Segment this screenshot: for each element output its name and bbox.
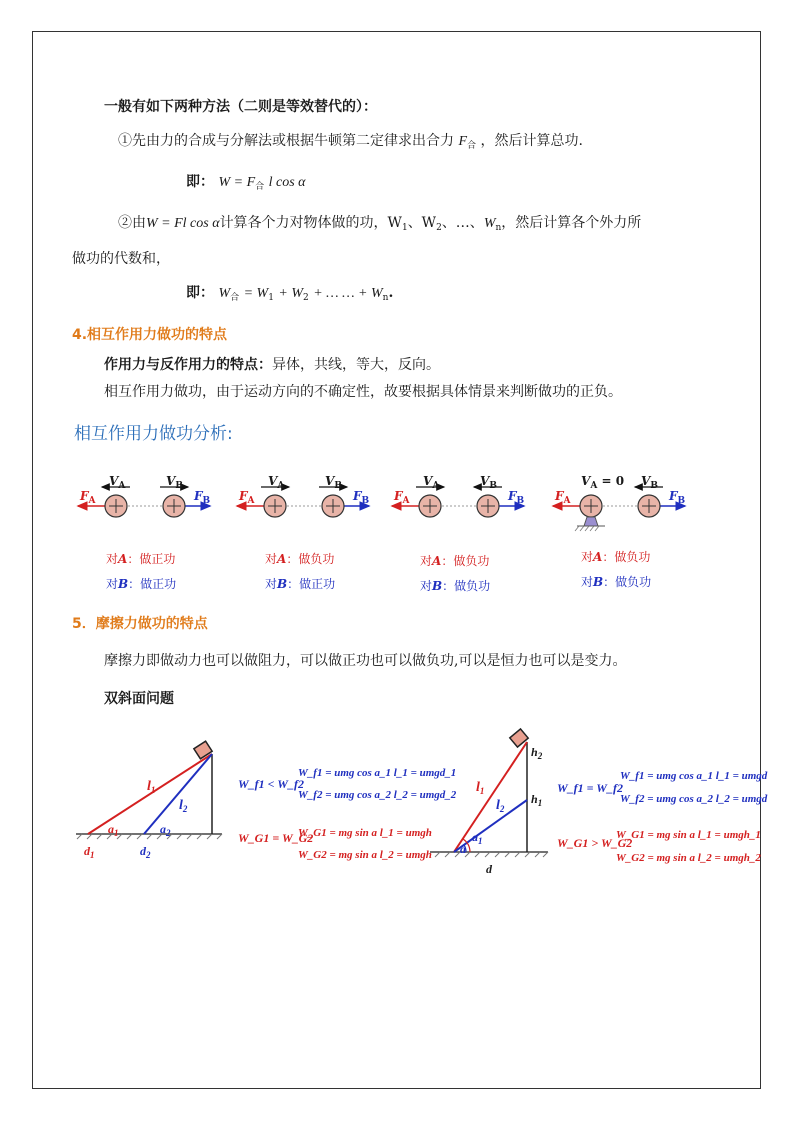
right-g-compare: W_G1 > W_G2 <box>557 836 633 850</box>
method-2: ②由W = Fl cos α计算各个力对物体做的功，$W_1$、$W_2$、…、$W_n$，然后计算各个外力所 <box>118 215 642 233</box>
velocity-a-label: $V_A$ <box>268 474 285 491</box>
double-incline-title: 双斜面问题 <box>104 691 174 707</box>
section-5-heading: 5．摩擦力做功的特点 <box>72 616 208 632</box>
force-a-label: $F_A$ <box>80 489 96 506</box>
equation-2: 即： $W_合 = W_1 + W_2$ + … … + $W_n$. <box>186 285 394 303</box>
left-l1: $l_1$ <box>147 779 156 795</box>
methods-intro: 一般有如下两种方法（二则是等效替代的）： <box>104 99 377 115</box>
result-a: 对A：做正功 <box>106 552 176 566</box>
velocity-b-label: $V_B$ <box>166 474 183 491</box>
velocity-b-label: $V_B$ <box>480 474 497 491</box>
right-f-eq1: W_f1 = umg cos a_1 l_1 = umgd <box>620 770 768 782</box>
right-h1: $h_1$ <box>531 792 543 808</box>
right-l1: $l_1$ <box>476 780 485 796</box>
analysis-title: 相互作用力做功分析: <box>74 424 233 444</box>
result-b: 对B：做正功 <box>106 577 177 591</box>
support <box>584 517 598 526</box>
left-g-eq1: W_G1 = mg sin a l_1 = umgh <box>298 827 432 839</box>
incline-left-diagram <box>72 740 312 870</box>
force-b-label: $F_B$ <box>194 489 211 506</box>
left-l2: $l_2$ <box>179 798 188 814</box>
left-g-compare: W_G1 = W_G2 <box>238 831 314 845</box>
force-a-label: $F_A$ <box>239 489 255 506</box>
left-d2: $d_2$ <box>140 844 151 860</box>
left-f-eq2: W_f2 = umg cos a_2 l_2 = umgd_2 <box>298 789 457 801</box>
velocity-a-label: $V_A$ <box>423 474 440 491</box>
right-f-compare: W_f1 = W_f2 <box>557 781 623 795</box>
section-4-heading: 4.相互作用力做功的特点 <box>72 327 228 343</box>
velocity-b-label: $V_B$ <box>325 474 342 491</box>
result-b: 对B：做负功 <box>420 579 491 593</box>
right-d: d <box>486 862 492 876</box>
section-4-p1: 作用力与反作用力的特点：异体，共线，等大，反向。 <box>104 357 440 373</box>
left-a1: $a_1$ <box>108 822 119 838</box>
equation-1: 即： $W = F_合$ l cos α <box>186 174 306 192</box>
right-a2: a <box>460 842 466 856</box>
left-g-eq2: W_G2 = mg sin a l_2 = umgh <box>298 849 432 861</box>
left-f-compare: W_f1 < W_f2 <box>238 777 304 791</box>
right-f-eq2: W_f2 = umg cos a_2 l_2 = umgd <box>620 793 768 805</box>
velocity-b-label: $V_B$ <box>641 474 658 491</box>
result-a: 对A：做负功 <box>581 550 651 564</box>
right-a1: $a_1$ <box>472 830 483 846</box>
method-2-line2: 做功的代数和， <box>72 251 170 267</box>
velocity-a-label: $V_A = 0$ <box>581 474 625 491</box>
result-b: 对B：做负功 <box>581 575 652 589</box>
left-a2: $a_2$ <box>160 822 171 838</box>
force-b-label: $F_B$ <box>669 489 686 506</box>
force-a-label: $F_A$ <box>555 489 571 506</box>
right-l2: $l_2$ <box>496 798 505 814</box>
method-1: ①先由力的合成与分解法或根据牛顿第二定律求出合力 $F_合$ ，然后计算总功. <box>118 133 583 151</box>
left-f-eq1: W_f1 = umg cos a_1 l_1 = umgd_1 <box>298 767 457 779</box>
section-5-p1: 摩擦力即做动力也可以做阻力，可以做正功也可以做负功,可以是恒力也可以是变力。 <box>104 653 627 669</box>
force-b-label: $F_B$ <box>353 489 370 506</box>
right-g-eq1: W_G1 = mg sin a l_1 = umgh_1 <box>616 829 761 841</box>
left-d1: $d_1$ <box>84 844 95 860</box>
section-4-p2: 相互作用力做功，由于运动方向的不确定性，故要根据具体情景来判断做功的正负。 <box>104 384 622 400</box>
result-a: 对A：做负功 <box>265 552 335 566</box>
right-h2: $h_2$ <box>531 745 543 761</box>
force-b-label: $F_B$ <box>508 489 525 506</box>
right-g-eq2: W_G2 = mg sin a l_2 = umgh_2 <box>616 852 761 864</box>
velocity-a-label: $V_A$ <box>109 474 126 491</box>
result-b: 对B：做正功 <box>265 577 336 591</box>
result-a: 对A：做负功 <box>420 554 490 568</box>
incline-l1 <box>454 742 527 852</box>
force-a-label: $F_A$ <box>394 489 410 506</box>
